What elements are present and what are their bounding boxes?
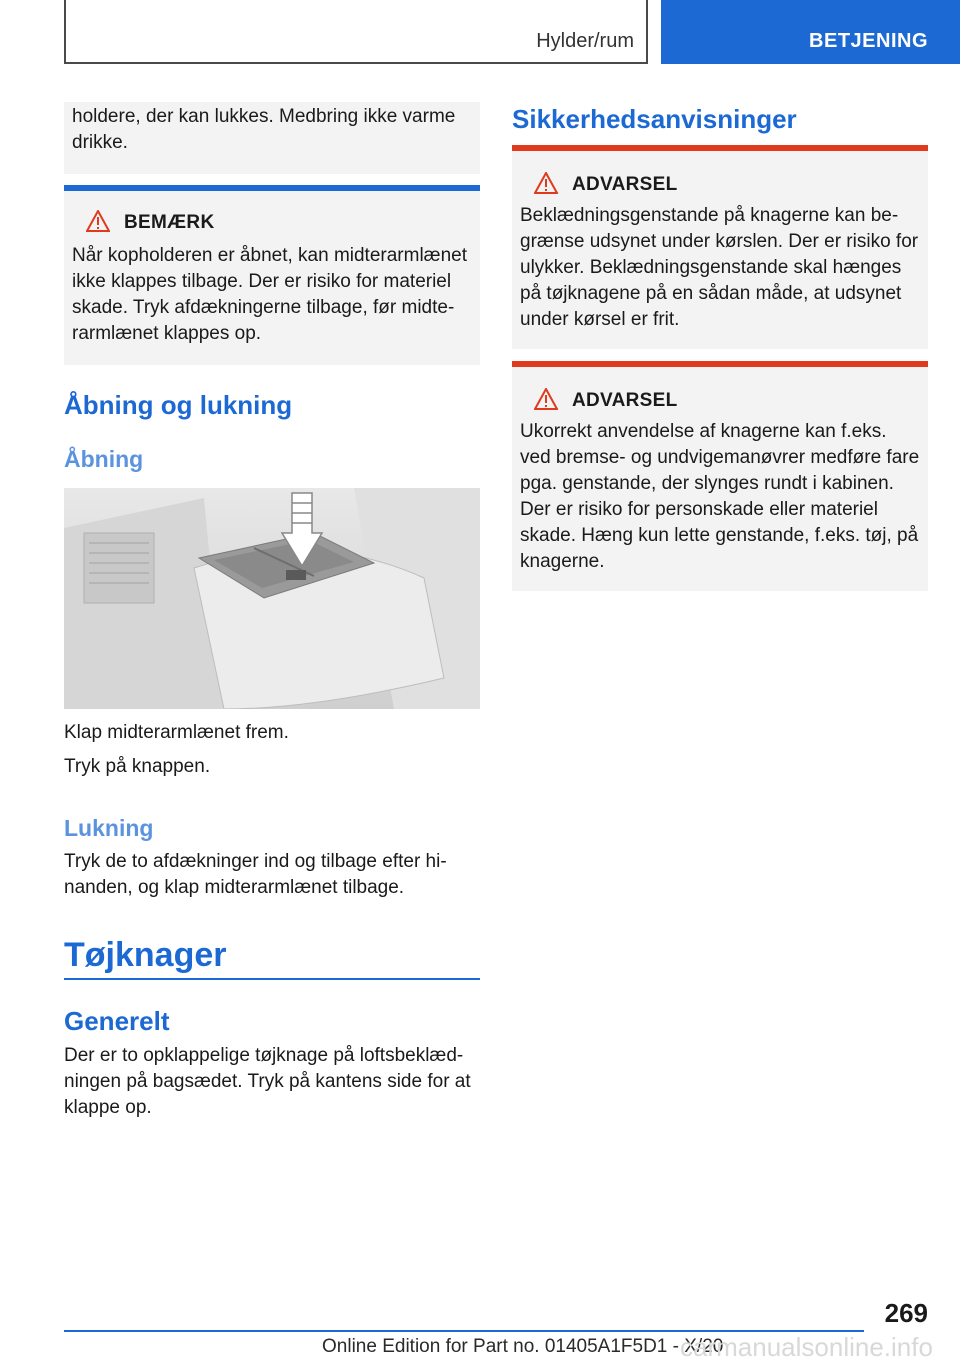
heading-open-close: Åbning og lukning xyxy=(64,390,293,420)
warning-1-box xyxy=(512,151,928,349)
warning-2-text: Ukorrekt anvendelse af knagerne kan f.eks. ved bremse- og undvigemanøvrer medføre fare pga. genstande, der slynges rundt i kabinen. Der er risiko for personskade eller materiel skade. Hæng kun lette genstande, f.eks. tøj, på knagerne. xyxy=(520,421,920,572)
section-title: Hylder/rum xyxy=(536,30,634,52)
heading-safety: Sikkerhedsanvisninger xyxy=(512,104,797,134)
warning-2-box xyxy=(512,367,928,591)
warning-1-label: ADVARSEL xyxy=(572,174,678,195)
heading-rule xyxy=(64,978,480,980)
subheading-general: Generelt xyxy=(64,1006,170,1036)
edition-text: Online Edition for Part no. 01405A1F5D1 - X/20 xyxy=(322,1336,724,1357)
continued-note-text: holdere, der kan lukkes. Medbring ikke varme drikke. xyxy=(72,106,456,153)
subheading-close: Lukning xyxy=(64,815,154,841)
note-box xyxy=(64,191,480,365)
watermark: carmanualsonline.info xyxy=(680,1332,933,1362)
note-label: BEMÆRK xyxy=(124,212,215,233)
header-chapter-box xyxy=(661,0,960,64)
note-text: Når kopholderen er åbnet, kan midterarmlænet ikke klappes tilbage. Der er risiko for materiel skade. Tryk afdækningerne tilbage, før midterarmlænet klappes op. xyxy=(72,245,467,344)
page-number: 269 xyxy=(884,1298,928,1328)
warning-2-label: ADVARSEL xyxy=(572,390,678,411)
warning-triangle-icon xyxy=(534,388,558,415)
close-text: Tryk de to afdækninger ind og tilbage efter hinanden, og klap midterarmlænet tilbage. xyxy=(64,851,447,898)
general-text: Der er to opklappelige tøjknage på loftsbeklædningen på bagsædet. Tryk på kantens side for at klappe op. xyxy=(64,1045,471,1118)
continued-note-box xyxy=(64,102,480,174)
warning-1-text: Beklædningsgenstande på knagerne kan begrænse udsynet under kørslen. Der er risiko for ulykker. Beklædningsgenstande skal hænges på tøjknagene på en sådan måde, at udsynet under kørsel er frit. xyxy=(520,205,919,330)
warning-triangle-icon xyxy=(86,210,110,237)
armrest-photo xyxy=(64,488,480,709)
chapter-title: BETJENING xyxy=(809,30,928,52)
header-section-box xyxy=(64,0,648,64)
step-1: Klap midterarmlænet frem. xyxy=(64,722,289,743)
step-2: Tryk på knappen. xyxy=(64,756,211,777)
subheading-open: Åbning xyxy=(64,446,144,472)
warning-triangle-icon xyxy=(534,172,558,199)
heading-hooks: Tøjknager xyxy=(64,936,227,974)
